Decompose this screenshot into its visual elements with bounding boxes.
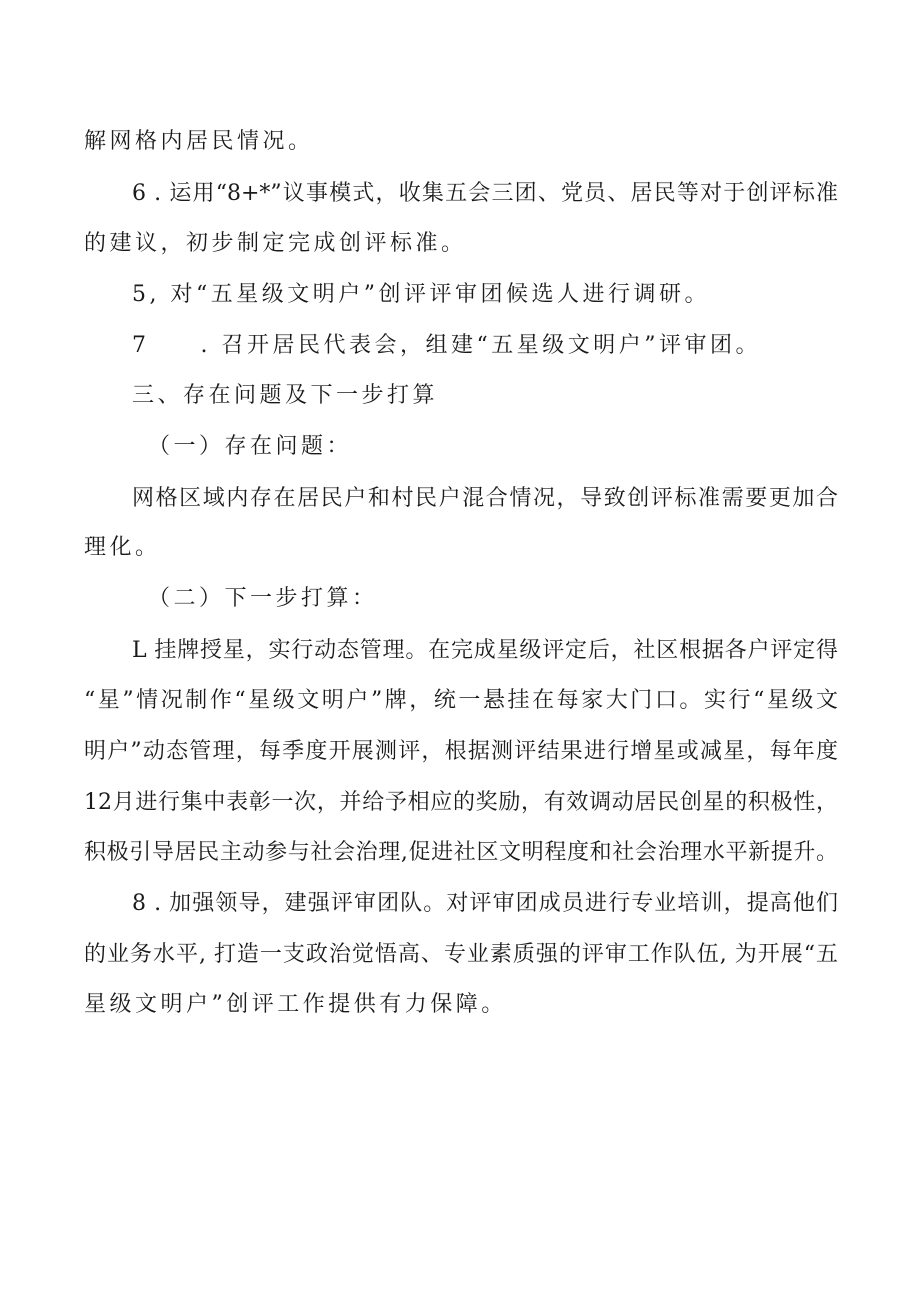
subheading-1: （一）存在问题： xyxy=(148,434,353,459)
section-heading-3: 三、存在问题及下一步打算 xyxy=(132,383,439,408)
text-line-8: 网格区域内存在居民户和村民户混合情况，导致创评标准需要更加合 xyxy=(132,486,838,511)
text-line-18: 星级文明户”创评工作提供有力保障。 xyxy=(84,992,507,1017)
text-line-9: 理化。 xyxy=(84,535,161,560)
text-line-17: 的业务水平, 打造一支政治觉悟高、专业素质强的评审工作队伍, 为开展“五 xyxy=(84,942,838,967)
text-line-16: 8 . 加强领导，建强评审团队。对评审团成员进行专业培训，提高他们 xyxy=(132,891,838,916)
text-line-1: 解网格内居民情况。 xyxy=(84,129,314,154)
text-line-15: 积极引导居民主动参与社会治理,促进社区文明程度和社会治理水平新提升。 xyxy=(84,840,838,865)
text-line-11: L 挂牌授星，实行动态管理。在完成星级评定后，社区根据各户评定得 xyxy=(132,638,838,663)
text-line-14: 12月进行集中表彰一次，并给予相应的奖励，有效调动居民创星的积极性， xyxy=(84,790,838,815)
text-line-13: 明户”动态管理，每季度开展测评，根据测评结果进行增星或减星，每年度 xyxy=(84,739,838,764)
subheading-2: （二）下一步打算： xyxy=(148,586,378,611)
text-line-12: “星”情况制作“星级文明户”牌，统一悬挂在每家大门口。实行“星级文 xyxy=(84,688,838,713)
text-line-3: 的建议，初步制定完成创评标准。 xyxy=(84,231,467,256)
text-line-4: 5, 对“五星级文明户”创评评审团候选人进行调研。 xyxy=(132,282,710,307)
text-line-2: 6 . 运用“8+*”议事模式，收集五会三团、党员、居民等对于创评标准 xyxy=(132,181,838,206)
text-line-5: 7 . 召开居民代表会，组建“五星级文明户”评审团。 xyxy=(132,333,761,358)
